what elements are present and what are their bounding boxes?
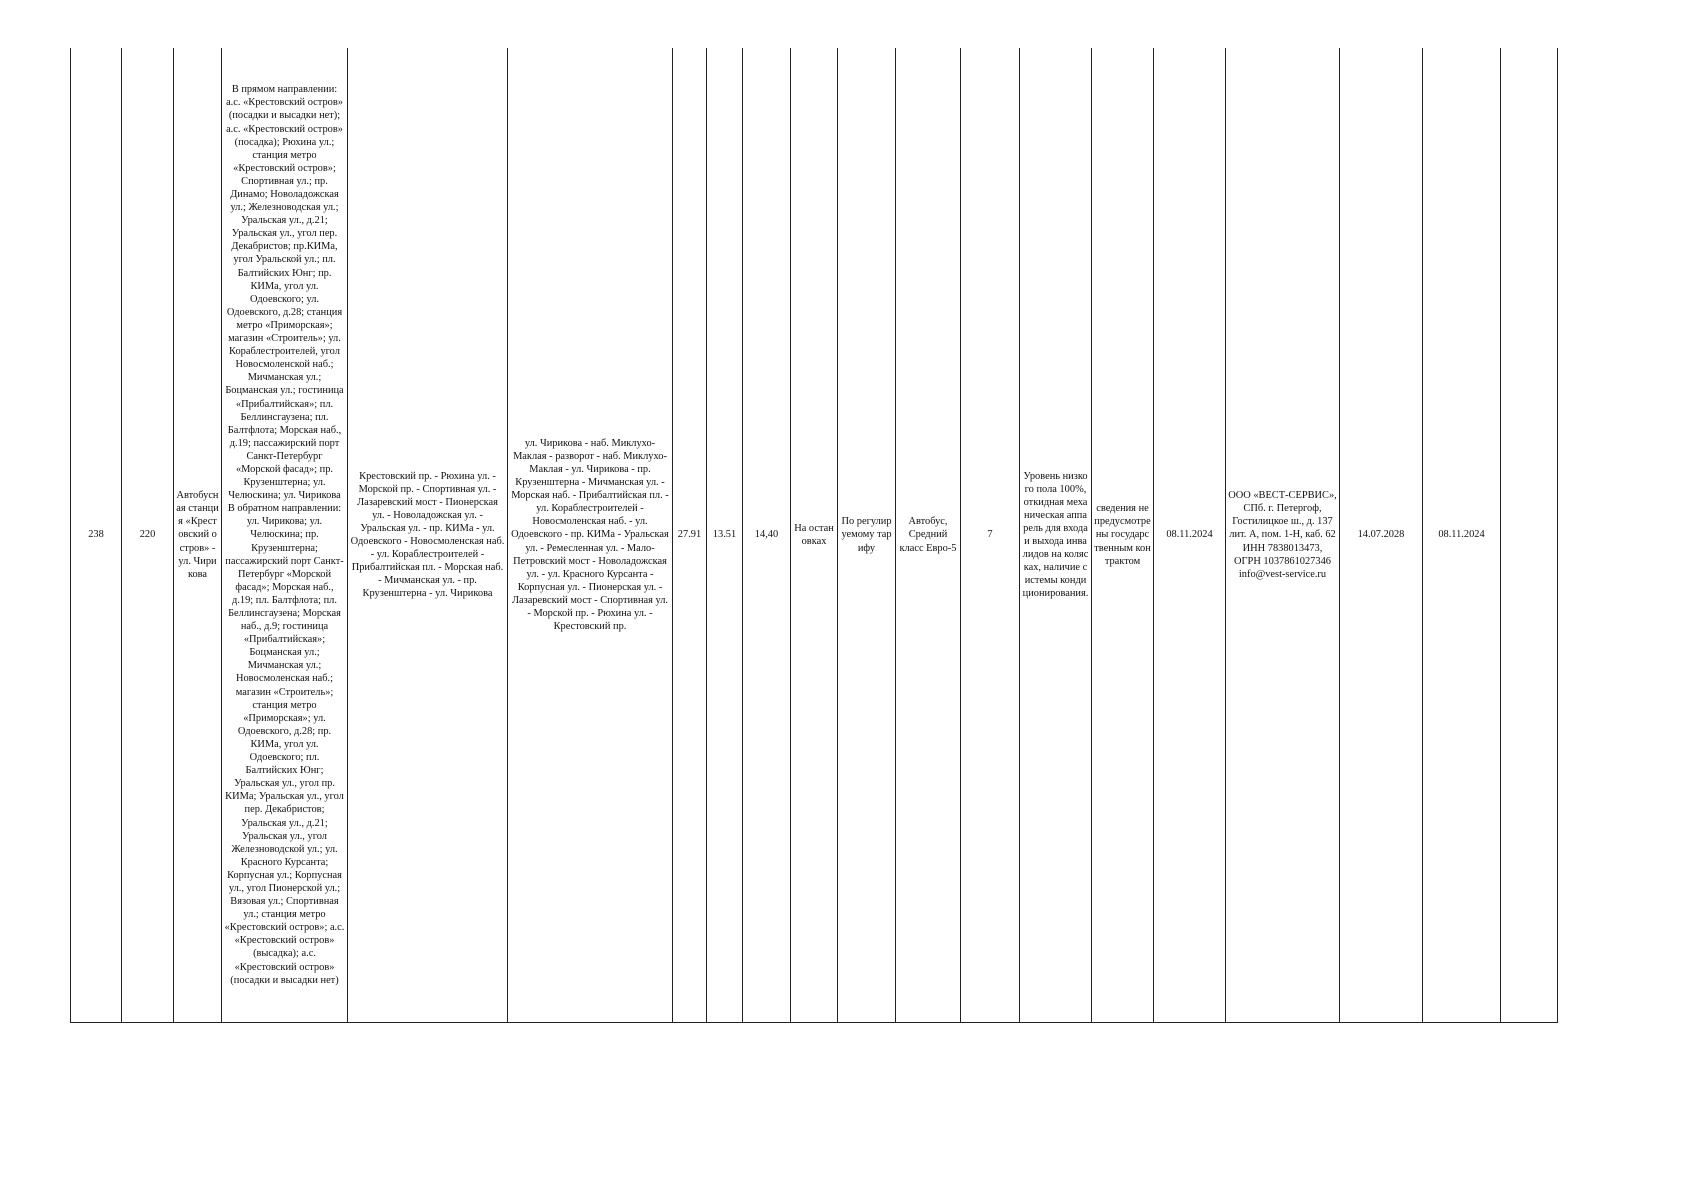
- stops-list-cell: В прямом направлении: а.с. «Крестовский остров» (посадки и высадки нет); а.с. «Крестовский остров» (посадка); Рюхина ул.; станция метро «Крестовский остров»; Спортивная ул.; пр. Динамо; Новоладожская ул.; Железноводская ул.; Уральская ул., д.21; Уральская ул., угол пер. Декабристов; пр.КИМа, угол Уральской ул.; пл. Балтийских Юнг; пр. КИМа, угол ул. Одоевского; ул. Одоевского, д.28; станция метро «Приморская»; магазин «Строитель»; ул. Кораблестроителей, угол Новосмоленской наб.; Мичманская ул.; Боцманская ул.; гостиница «Прибалтийская»; пл. Беллинсгаузена; пл. Балтфлота; Морская наб., д.19; пассажирский порт Санкт-Петербург «Морской фасад»; пр. Крузенштерна; ул. Челюскина; ул. Чирикова В обратном направлении: ул. Чирикова; ул. Челюскина; пр. Крузенштерна; пассажирский порт Санкт-Петербург «Морской фасад»; Морская наб., д.19; пл. Балтфлота; пл. Беллинсгаузена; Морская наб., д.9; гостиница «Прибалтийская»; Боцманская ул.; Мичманская ул.; Новосмоленская наб.; магазин «Строитель»; станция метро «Приморская»; ул. Одоевского, д.28; пр. КИМа, угол ул. Одоевского; пл. Балтийских Юнг; Уральская ул., угол пр. КИМа; Уральская ул., угол пер. Декабристов; Уральская ул., д.21; Уральская ул., угол Железноводской ул.; ул. Красного Курсанта; Корпусная ул.; Корпусная ул., угол Пионерской ул.; Вязовая ул.; Спортивная ул.; станция метро «Крестовский остров»; а.с. «Крестовский остров» (высадка); а.с. «Крестовский остров» (посадки и высадки нет): [222, 48, 348, 1023]
- vehicle-type-cell: Автобус, Средний класс Евро-5: [896, 48, 961, 1023]
- route-name-cell: Автобусная станция «Крестовский остров» - ул. Чирикова: [174, 48, 222, 1023]
- start-date-cell: 08.11.2024: [1154, 48, 1226, 1023]
- vehicle-count-cell: 7: [961, 48, 1020, 1023]
- stop-order-cell: На остановках: [791, 48, 838, 1023]
- streets-backward-cell: ул. Чирикова - наб. Миклухо-Маклая - разворот - наб. Миклухо-Маклая - ул. Чирикова - пр. Крузенштерна - Мичманская ул. - Морская наб. - Прибалтийская пл. - ул. Кораблестроителей - Новосмоленская наб. - ул. Одоевского - пр. КИМа - Уральская ул. - Ремесленная ул. - Мало-Петровский мост - Новоладожская ул. - ул. Красного Курсанта - Корпусная ул. - Пионерская ул. - Лазаревский мост - Спортивная ул. - Морской пр. - Рюхина ул. - Крестовский пр.: [508, 48, 673, 1023]
- carrier-cell: ООО «ВЕСТ-СЕРВИС», СПб. г. Петергоф, Гостилицкое ш., д. 137 лит. А, пом. 1-Н, каб. 62 ИНН 7838013473, ОГРН 1037861027346 info@vest-service.ru: [1226, 48, 1340, 1023]
- vehicle-features-cell: Уровень низкого пола 100%, откидная механическая аппарель для входа и выхода инвалидов на колясках, наличие системы кондиционирования.: [1020, 48, 1092, 1023]
- notes-cell: [1501, 48, 1558, 1023]
- date-added-cell: 08.11.2024: [1423, 48, 1501, 1023]
- contract-end-cell: 14.07.2028: [1340, 48, 1423, 1023]
- route-registry-table: [70, 48, 1558, 1023]
- registry-number-cell: 238: [71, 48, 122, 1023]
- length-total-cell: 14,40: [743, 48, 791, 1023]
- table-row: [71, 48, 1558, 1023]
- streets-forward-cell: Крестовский пр. - Рюхина ул. - Морской пр. - Спортивная ул. - Лазаревский мост - Пионерская ул. - Новоладожская ул. - Уральская ул. - пр. КИМа - ул. Одоевского - Новосмоленская наб. - ул. Кораблестроителей - Прибалтийская пл. - Морская наб. - Мичманская ул. - пр. Крузенштерна - ул. Чирикова: [348, 48, 508, 1023]
- length-backward-cell: 13.51: [707, 48, 743, 1023]
- length-forward-cell: 27.91: [673, 48, 707, 1023]
- route-number-cell: 220: [122, 48, 174, 1023]
- contract-info-cell: сведения не предусмотрены государственным контрактом: [1092, 48, 1154, 1023]
- tariff-type-cell: По регулируемому тарифу: [838, 48, 896, 1023]
